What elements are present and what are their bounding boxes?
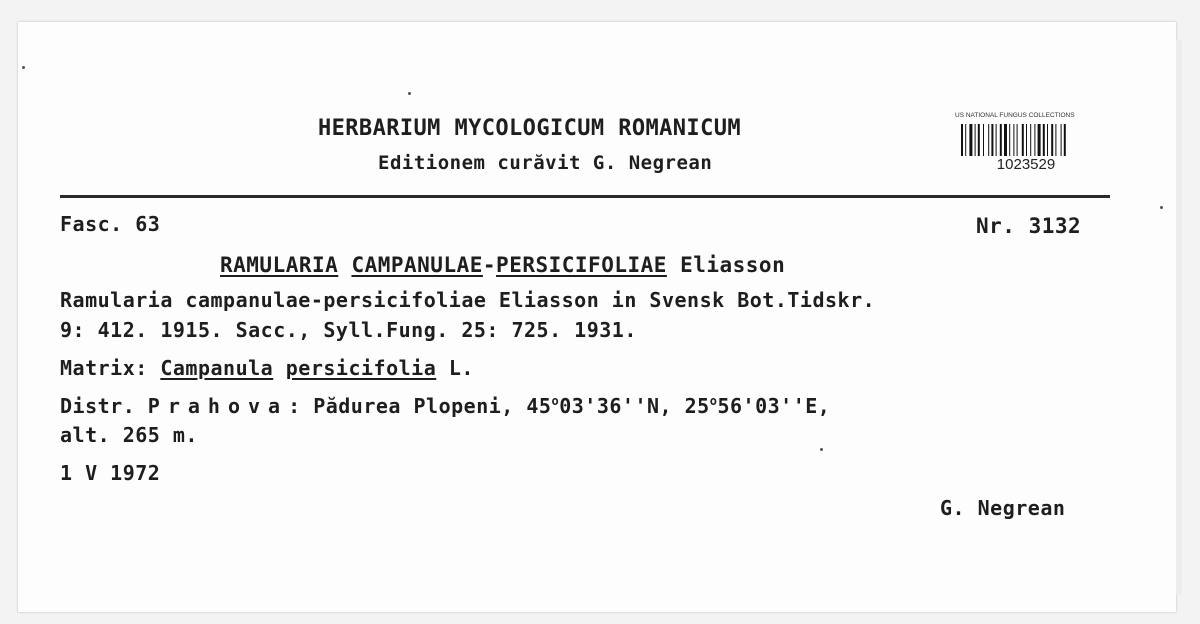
matrix-label: Matrix:	[60, 356, 148, 380]
collection-date: 1 V 1972	[60, 461, 161, 485]
citation-line-2: 9: 412. 1915. Sacc., Syll.Fung. 25: 725. 1931.	[60, 318, 637, 342]
collector-name: G. Negrean	[940, 496, 1066, 520]
distribution-line: Distr. Prahova: Pădurea Plopeni, 45$^o$03'36''N, 25$^o$56'03''E,	[60, 394, 831, 418]
distr-label: Distr.	[60, 394, 136, 418]
species-author: Eliasson	[680, 253, 786, 277]
herbarium-title: HERBARIUM MYCOLOGICUM ROMANICUM	[318, 116, 741, 141]
specimen-number: Nr. 3132	[976, 214, 1082, 238]
editor-line: Editionem curăvit G. Negrean	[378, 152, 713, 174]
distr-county: Prahova	[147, 394, 289, 418]
species-dash: -	[482, 253, 497, 277]
longitude-rest: 56'03''E,	[717, 394, 831, 418]
dust-speck	[22, 66, 25, 69]
altitude-line: alt. 265 m.	[60, 423, 198, 447]
barcode-block	[955, 112, 1097, 174]
dust-speck	[1160, 206, 1163, 209]
header-divider	[60, 195, 1110, 198]
species-genus: RAMULARIA	[220, 253, 339, 277]
distr-place: Pădurea Plopeni,	[313, 394, 514, 418]
host-author: L.	[448, 356, 474, 380]
matrix-line	[60, 356, 474, 380]
barcode-institution: US NATIONAL FUNGUS COLLECTIONS	[955, 112, 1075, 119]
herbarium-label	[18, 22, 1176, 612]
citation-line-1: Ramularia campanulae-persicifoliae Eliasson in Svensk Bot.Tidskr.	[60, 288, 876, 312]
species-name	[220, 253, 785, 277]
host-genus: Campanula	[160, 356, 274, 380]
latitude-degrees: 45	[526, 394, 552, 418]
fascicle-number: Fasc. 63	[60, 212, 161, 236]
species-epithet-2: PERSICIFOLIAE	[496, 253, 667, 277]
species-epithet-1: CAMPANULAE	[351, 253, 483, 277]
dust-speck	[408, 92, 411, 95]
distr-colon: :	[288, 394, 301, 418]
host-species: persicifolia	[285, 356, 437, 380]
dust-speck	[820, 448, 823, 451]
latitude-rest: 03'36''N,	[559, 394, 673, 418]
longitude-degrees: 25	[684, 394, 710, 418]
barcode-number: 1023529	[996, 156, 1056, 173]
barcode-icon	[961, 124, 1093, 156]
